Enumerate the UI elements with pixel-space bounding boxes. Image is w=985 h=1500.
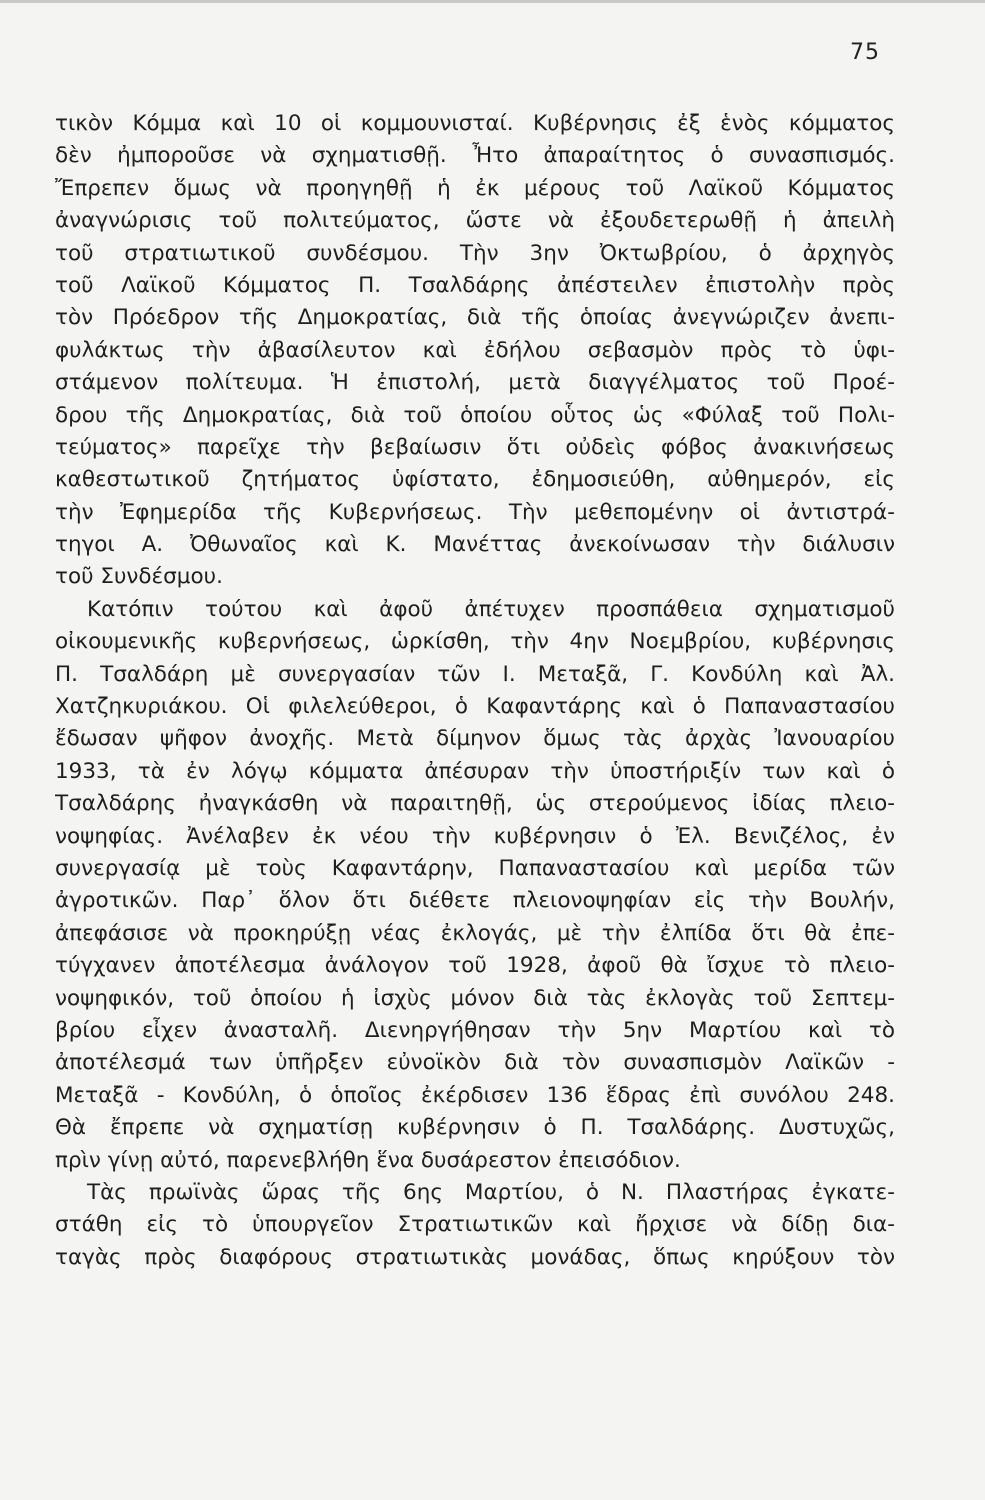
text-line: Τσαλδάρης ἠναγκάσθη νὰ παραιτηθῇ, ὡς στερούμενος ἰδίας πλειο- <box>55 791 895 817</box>
text-line: τύγχανεν ἀποτέλεσμα ἀνάλογον τοῦ 1928, ἀφοῦ θὰ ἴσχυε τὸ πλειο- <box>55 953 895 979</box>
text-line: ἀπεφάσισε νὰ προκηρύξῃ νέας ἐκλογάς, μὲ τὴν ἐλπίδα ὅτι θὰ ἐπε- <box>55 920 895 946</box>
text-line: ἀναγνώρισις τοῦ πολιτεύματος, ὥστε νὰ ἐξουδετερωθῇ ἡ ἀπειλὴ <box>55 208 895 234</box>
text-line: δρου τῆς Δημοκρατίας, διὰ τοῦ ὁποίου οὗτος ὡς «Φύλαξ τοῦ Πολι- <box>55 402 895 428</box>
paragraph-first-line: Τὰς πρωϊνὰς ὥρας τῆς 6ης Μαρτίου, ὁ Ν. Πλαστήρας ἐγκατε- <box>87 1179 895 1205</box>
text-line: στάθη εἰς τὸ ὑπουργεῖον Στρατιωτικῶν καὶ ἤρχισε νὰ δίδῃ δια- <box>55 1212 895 1238</box>
text-line: τὸν Πρόεδρον τῆς Δημοκρατίας, διὰ τῆς ὁποίας ἀνεγνώριζεν ἀνεπι- <box>55 305 895 331</box>
text-line: τεύματος» παρεῖχε τὴν βεβαίωσιν ὅτι οὐδεὶς φόβος ἀνακινήσεως <box>55 434 895 460</box>
text-line: ἀγροτικῶν. Παρ᾽ ὅλον ὅτι διέθετε πλειονοψηφίαν εἰς τὴν Βουλήν, <box>55 888 895 914</box>
page-number: 75 <box>850 40 880 65</box>
text-line: τοῦ Συνδέσμου. <box>55 564 223 590</box>
text-line: βρίου εἶχεν ἀνασταλῆ. Διενηργήθησαν τὴν 5ην Μαρτίου καὶ τὸ <box>55 1017 895 1043</box>
text-line: Π. Τσαλδάρη μὲ συνεργασίαν τῶν Ι. Μεταξᾶ, Γ. Κονδύλη καὶ Ἀλ. <box>55 661 895 687</box>
paragraph-first-line: Κατόπιν τούτου καὶ ἀφοῦ ἀπέτυχεν προσπάθεια σχηματισμοῦ <box>87 596 895 622</box>
top-edge-rule <box>0 0 985 3</box>
text-line: Ἔπρεπεν ὅμως νὰ προηγηθῇ ἡ ἐκ μέρους τοῦ Λαϊκοῦ Κόμματος <box>55 175 895 201</box>
text-line: νοψηφίας. Ἀνέλαβεν ἐκ νέου τὴν κυβέρνησιν ὁ Ἐλ. Βενιζέλος, ἐν <box>55 823 895 849</box>
text-line: καθεστωτικοῦ ζητήματος ὑφίστατο, ἐδημοσιεύθη, αὐθημερόν, εἰς <box>55 467 895 493</box>
text-line: τὴν Ἐφημερίδα τῆς Κυβερνήσεως. Τὴν μεθεπομένην οἱ ἀντιστρά- <box>55 499 895 525</box>
text-line: πρὶν γίνῃ αὐτό, παρενεβλήθη ἕνα δυσάρεστον ἐπεισόδιον. <box>55 1147 681 1173</box>
text-line: Θὰ ἔπρεπε νὰ σχηματίσῃ κυβέρνησιν ὁ Π. Τσαλδάρης. Δυστυχῶς, <box>55 1115 895 1141</box>
text-line: φυλάκτως τὴν ἀβασίλευτον καὶ ἐδήλου σεβασμὸν πρὸς τὸ ὑφι- <box>55 337 895 363</box>
text-line: οἰκουμενικῆς κυβερνήσεως, ὡρκίσθη, τὴν 4ην Νοεμβρίου, κυβέρνησις <box>55 629 895 655</box>
text-line: τικὸν Κόμμα καὶ 10 οἱ κομμουνισταί. Κυβέρνησις ἐξ ἑνὸς κόμματος <box>55 111 895 136</box>
text-line: Χατζηκυριάκου. Οἱ φιλελεύθεροι, ὁ Καφαντάρης καὶ ὁ Παπαναστασίου <box>55 694 895 720</box>
text-line: νοψηφικόν, τοῦ ὁποίου ἡ ἰσχὺς μόνον διὰ τὰς ἐκλογὰς τοῦ Σεπτεμ- <box>55 985 895 1011</box>
text-line: τηγοι Α. Ὀθωναῖος καὶ Κ. Μανέττας ἀνεκοίνωσαν τὴν διάλυσιν <box>55 532 895 558</box>
body-text <box>55 108 895 1274</box>
text-line: δὲν ἠμποροῦσε νὰ σχηματισθῇ. Ἦτο ἀπαραίτητος ὁ συνασπισμός. <box>55 143 895 169</box>
text-line: στάμενον πολίτευμα. Ἡ ἐπιστολή, μετὰ διαγγέλματος τοῦ Προέ- <box>55 370 895 396</box>
text-line: συνεργασίᾳ μὲ τοὺς Καφαντάρην, Παπαναστασίου καὶ μερίδα τῶν <box>55 855 895 881</box>
text-line: ἀποτέλεσμά των ὑπῆρξεν εὐνοϊκὸν διὰ τὸν συνασπισμὸν Λαϊκῶν - <box>55 1050 895 1076</box>
text-line: τοῦ Λαϊκοῦ Κόμματος Π. Τσαλδάρης ἀπέστειλεν ἐπιστολὴν πρὸς <box>55 272 895 298</box>
text-line: ταγὰς πρὸς διαφόρους στρατιωτικὰς μονάδας, ὅπως κηρύξουν τὸν <box>55 1244 895 1270</box>
text-line: ἔδωσαν ψῆφον ἀνοχῆς. Μετὰ δίμηνον ὅμως τὰς ἀρχὰς Ἰανουαρίου <box>55 726 895 752</box>
text-line: Μεταξᾶ - Κονδύλη, ὁ ὁποῖος ἐκέρδισεν 136 ἕδρας ἐπὶ συνόλου 248. <box>55 1082 895 1108</box>
text-line: 1933, τὰ ἐν λόγῳ κόμματα ἀπέσυραν τὴν ὑποστήριξίν των καὶ ὁ <box>55 758 895 784</box>
text-line: τοῦ στρατιωτικοῦ συνδέσμου. Τὴν 3ην Ὀκτωβρίου, ὁ ἀρχηγὸς <box>55 240 895 266</box>
